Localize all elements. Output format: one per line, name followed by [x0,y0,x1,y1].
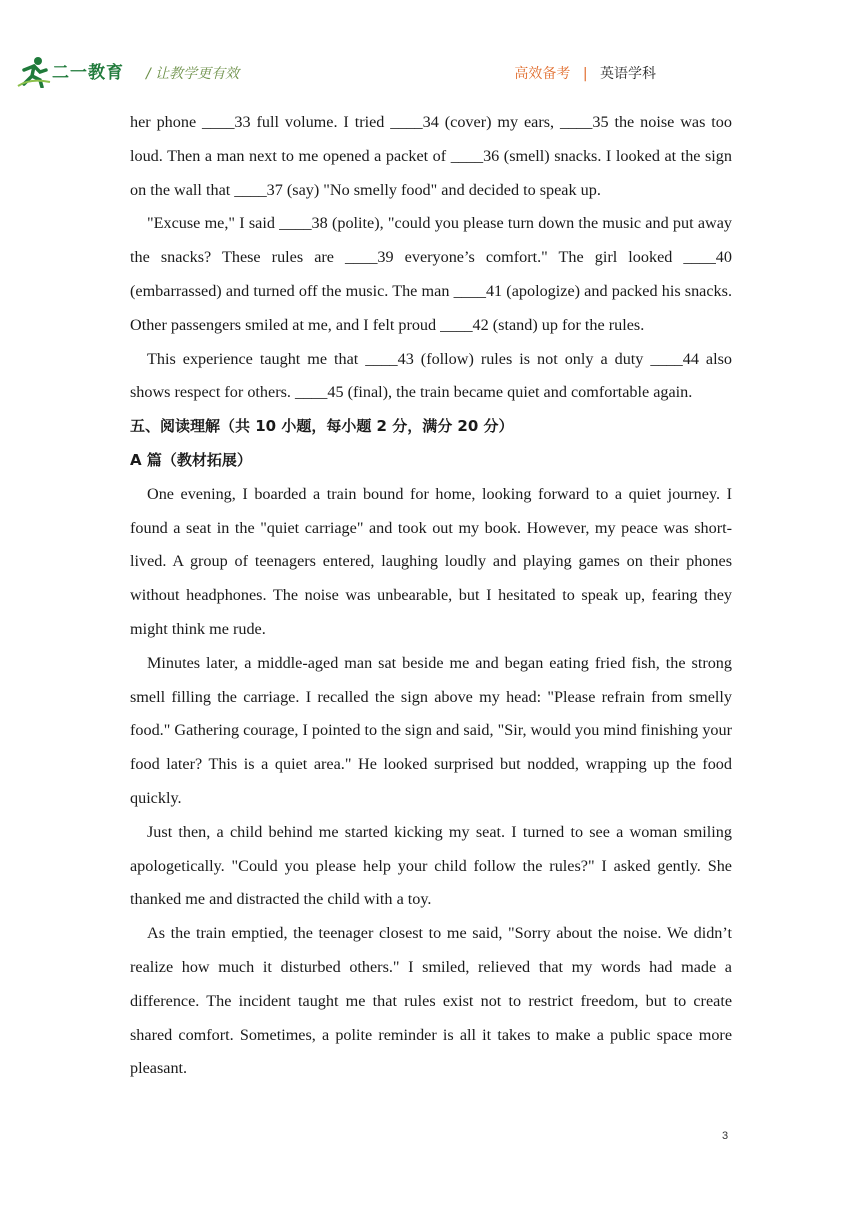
document-body [130,106,732,1086]
cloze-paragraph: "Excuse me," I said ____38 (polite), "could you please turn down the music and put away the snacks? These rules are ____39 everyone’s comfort." The girl looked ____40 (embarrassed) and turned off the music. The man ____41 (apologize) and packed his snacks. Other passengers smiled at me, and I felt proud ____42 (stand) up for the rules. [130,214,732,334]
brand-logo [16,56,126,92]
logo-text: 二一教育 [52,63,124,83]
header-label: 高效备考 [514,66,571,82]
passage-paragraph: As the train emptied, the teenager closest to me said, "Sorry about the noise. We didn’t realize how much it disturbed others." I smiled, relieved that my words had made a difference. The incident taught me that rules exist not to restrict freedom, but to create shared comfort. Sometimes, a polite reminder is all it takes to make a public space more pleasant. [130,924,732,1078]
cloze-paragraph: her phone ____33 full volume. I tried ____34 (cover) my ears, ____35 the noise was too loud. Then a man next to me opened a packet of ____36 (smell) snacks. I looked at the sign on the wall that ____37 (say) "No smelly food" and decided to speak up. [130,113,732,199]
header-separator: | [582,66,588,82]
page-header [0,0,860,100]
cloze-paragraph: This experience taught me that ____43 (follow) rules is not only a duty ____44 also shows respect for others. ____45 (final), the train became quiet and comfortable again. [130,349,732,402]
passage-heading: A 篇（教材拓展） [130,450,252,469]
header-slogan: / 让教学更有效 [146,66,240,82]
header-subject: 英语学科 [600,66,656,82]
passage-paragraph: One evening, I boarded a train bound for home, looking forward to a quiet journey. I found a seat in the "quiet carriage" and took out my book. However, my peace was short-lived. A group of teenagers entered, laughing loudly and playing games on their phones without headphones. The noise was unbearable, but I hesitated to speak up, fearing they might think me rude. [130,484,732,638]
passage-paragraph: Just then, a child behind me started kicking my seat. I turned to see a woman smiling apologetically. "Could you please help your child follow the rules?" I asked gently. She thanked me and distracted the child with a toy. [130,822,732,909]
page-number: 3 [722,1130,729,1142]
section-heading: 五、阅读理解（共 10 小题，每小题 2 分，满分 20 分） [130,417,514,436]
header-subject-info [514,63,656,83]
passage-paragraph: Minutes later, a middle-aged man sat beside me and began eating fried fish, the strong smell filling the carriage. I recalled the sign above my head: "Please refrain from smelly food." Gathering courage, I pointed to the sign and said, "Sir, would you mind finishing your food later? This is a quiet area." He looked surprised but nodded, wrapping up the food quickly. [130,653,732,807]
runner-icon [16,56,52,88]
